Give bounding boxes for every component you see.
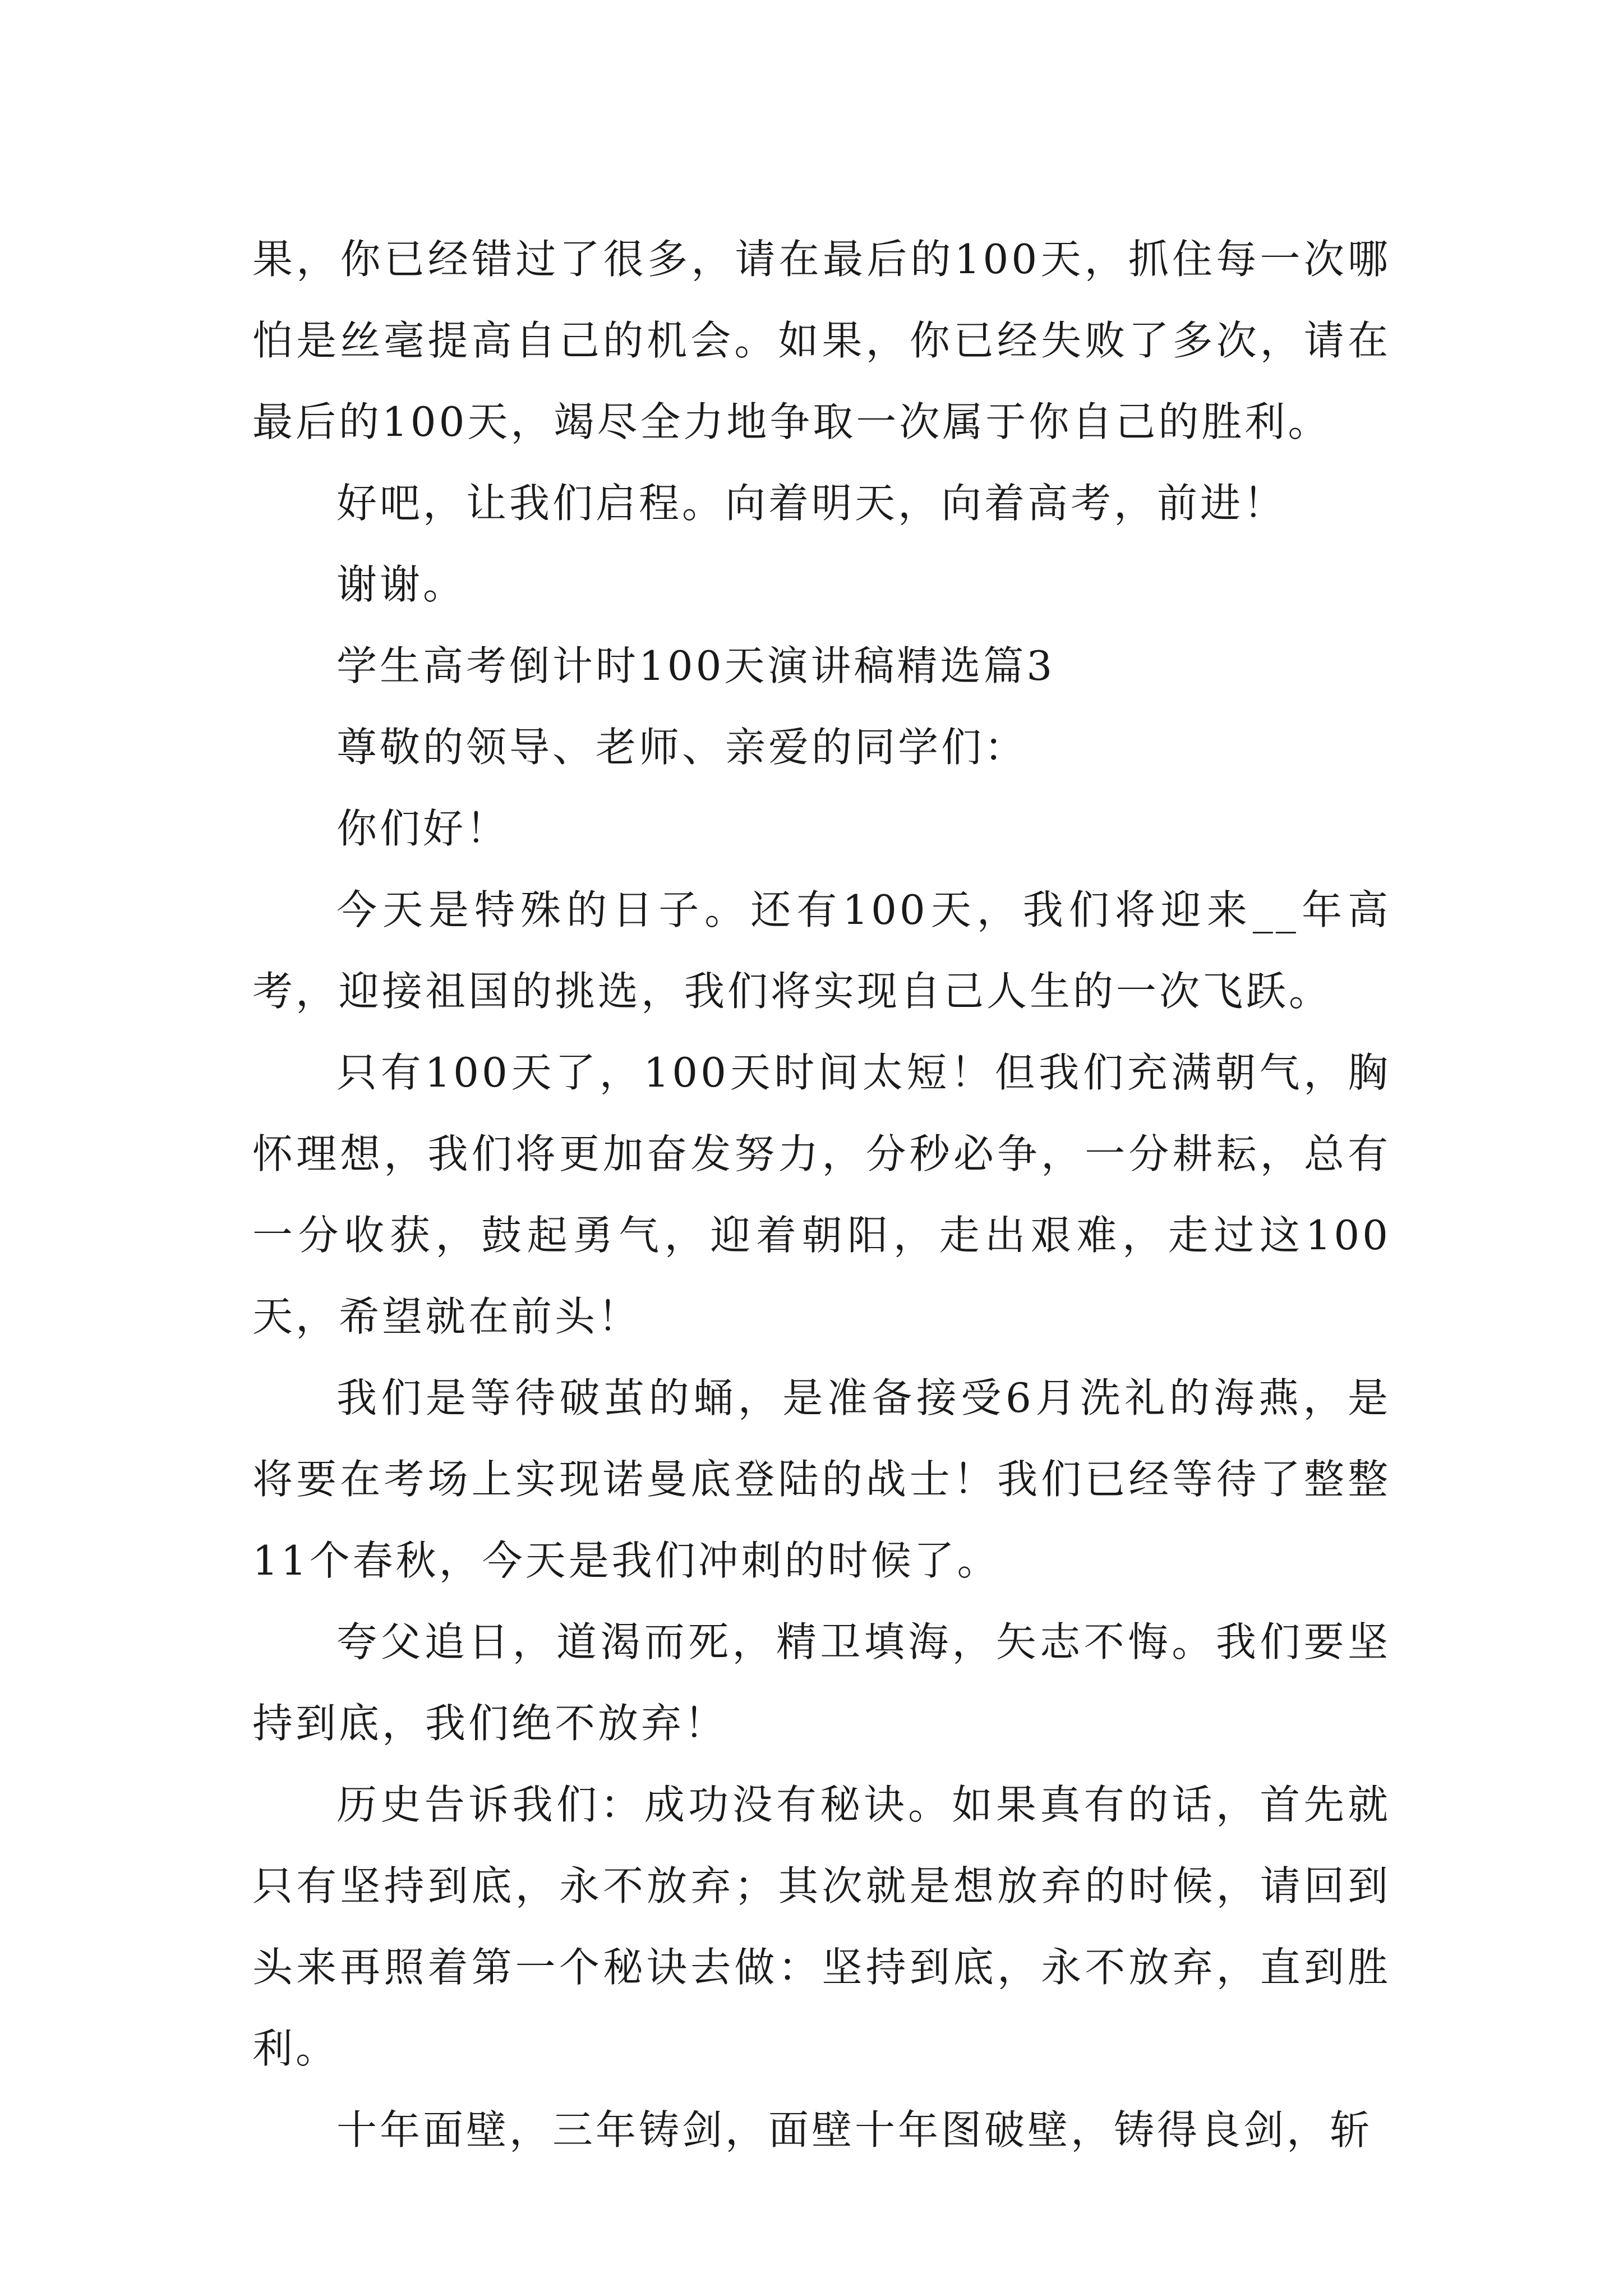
paragraph: 历史告诉我们：成功没有秘诀。如果真有的话，首先就只有坚持到底，永不放弃；其次就是想放弃的时候，请回到头来再照着第一个秘诀去做：坚持到底，永不放弃，直到胜利。 xyxy=(252,1781,1391,2072)
paragraph: 我们是等待破茧的蛹，是准备接受6月洗礼的海燕，是将要在考场上实现诺曼底登陆的战士！我们已经等待了整整11个春秋，今天是我们冲刺的时候了。 xyxy=(252,1374,1391,1584)
paragraph: 夸父追日，道渴而死，精卫填海，矢志不悔。我们要坚持到底，我们绝不放弃！ xyxy=(252,1618,1391,1747)
paragraph: 好吧，让我们启程。向着明天，向着高考，前进！ xyxy=(336,480,1287,527)
paragraph: 今天是特殊的日子。还有100天，我们将迎来__年高考，迎接祖国的挑选，我们将实现自己人生的一次飞跃。 xyxy=(252,886,1391,1015)
paragraph: 只有100天了，100天时间太短！但我们充满朝气，胸怀理想，我们将更加奋发努力，分秒必争，一分耕耘，总有一分收获，鼓起勇气，迎着朝阳，走出艰难，走过这100天，希望就在前头！ xyxy=(252,1049,1391,1340)
document-body xyxy=(252,219,1391,2171)
paragraph: 谢谢。 xyxy=(336,561,467,608)
paragraph: 果，你已经错过了很多，请在最后的100天，抓住每一次哪怕是丝毫提高自己的机会。如果，你已经失败了多次，请在最后的100天，竭尽全力地争取一次属于你自己的胜利。 xyxy=(252,236,1391,445)
greeting: 你们好！ xyxy=(336,805,510,852)
salutation: 尊敬的领导、老师、亲爱的同学们： xyxy=(336,724,1028,771)
section-title: 学生高考倒计时100天演讲稿精选篇3 xyxy=(336,642,1055,689)
paragraph: 十年面壁，三年铸剑，面壁十年图破壁，铸得良剑，斩 xyxy=(336,2106,1373,2154)
